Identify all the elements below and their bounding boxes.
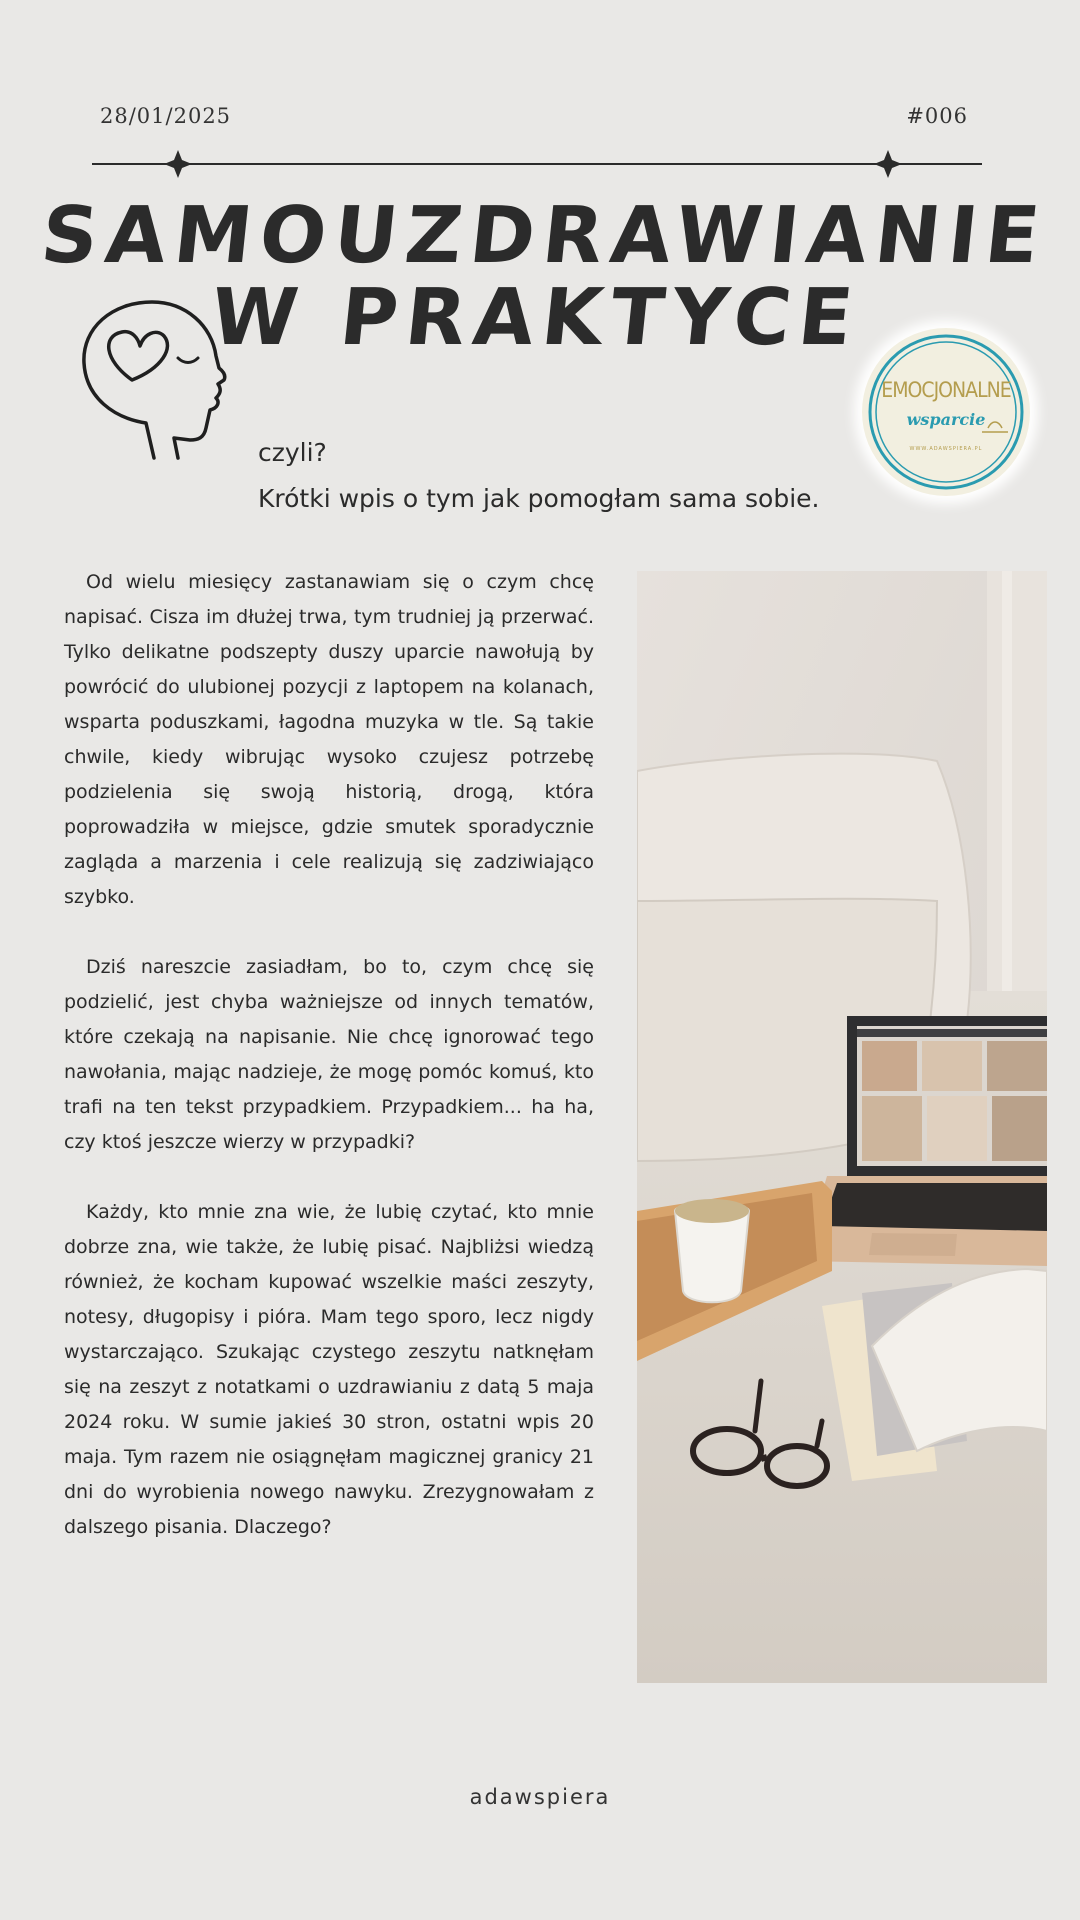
footer-handle: adawspiera xyxy=(469,1785,611,1809)
head-with-heart-icon xyxy=(74,298,234,463)
article-paragraph: Każdy, kto mnie zna wie, że lubię czytać, kto mnie dobrze zna, wie także, że lubię pisać. Najbliżsi wiedzą również, że kocham kupować wszelkie maści zeszyty, notesy, długopisy i pióra. Mam tego sporo, lecz nigdy wystarczająco. Szukając czystego zeszytu natknęłam się na zeszyt z notatkami o uzdrawianiu z datą 5 maja 2024 roku. W sumie jakieś 30 stron, ostatni wpis 20 maja. Tym razem nie osiągnęłam magicznej granicy 21 dni do wyrobienia nowego nawyku. Zrezygnowałam z dalszego pisania. Dlaczego? xyxy=(64,1201,594,1538)
article-paragraph: Dziś nareszcie zasiadłam, bo to, czym chcę się podzielić, jest chyba ważniejsze od innych tematów, które czekają na napisanie. Nie chcę ignorować tego nawołania, mając nadzieje, że mogę pomóc komuś, kto trafi na ten tekst przypadkiem. Przypadkiem... ha ha, czy ktoś jeszcze wierzy w przypadki? xyxy=(64,956,594,1153)
title-line-1: SAMOUZDRAWIANIE xyxy=(37,191,1052,281)
badge-title: EMOCJONALNE xyxy=(881,378,1011,402)
divider-line xyxy=(92,150,982,178)
subtitle xyxy=(258,430,820,522)
badge-url: WWW.ADAWSPIERA.PL xyxy=(909,446,983,452)
four-point-star-icon xyxy=(874,150,902,178)
article-paragraph: Od wielu miesięcy zastanawiam się o czym chcę napisać. Cisza im dłużej trwa, tym trudniej ją przerwać. Tylko delikatne podszepty duszy uparcie nawołują by powrócić do ulubionej pozycji z laptopem na kolanach, wsparta poduszkami, łagodna muzyka w tle. Są takie chwile, kiedy wibrując wysoko czujesz potrzebę podzielenia się swoją historią, drogą, która poprowadziła w miejsce, gdzie smutek sporadycznie zagląda a marzenia i cele realizują się zadziwiająco szybko. xyxy=(64,571,594,908)
issue-date: 28/01/2025 xyxy=(100,104,232,128)
brand-badge xyxy=(862,328,1030,496)
photo-illustration xyxy=(637,571,1047,1683)
title-line-2: W PRAKTYCE xyxy=(206,273,865,363)
four-point-star-icon xyxy=(164,150,192,178)
subtitle-question: czyli? xyxy=(258,438,327,467)
badge-subtitle: wsparcie xyxy=(906,410,986,429)
issue-number: #006 xyxy=(906,104,968,128)
article-body xyxy=(64,565,594,1580)
lifestyle-photo xyxy=(637,571,1047,1683)
subtitle-lead: Krótki wpis o tym jak pomogłam sama sobie. xyxy=(258,484,820,513)
